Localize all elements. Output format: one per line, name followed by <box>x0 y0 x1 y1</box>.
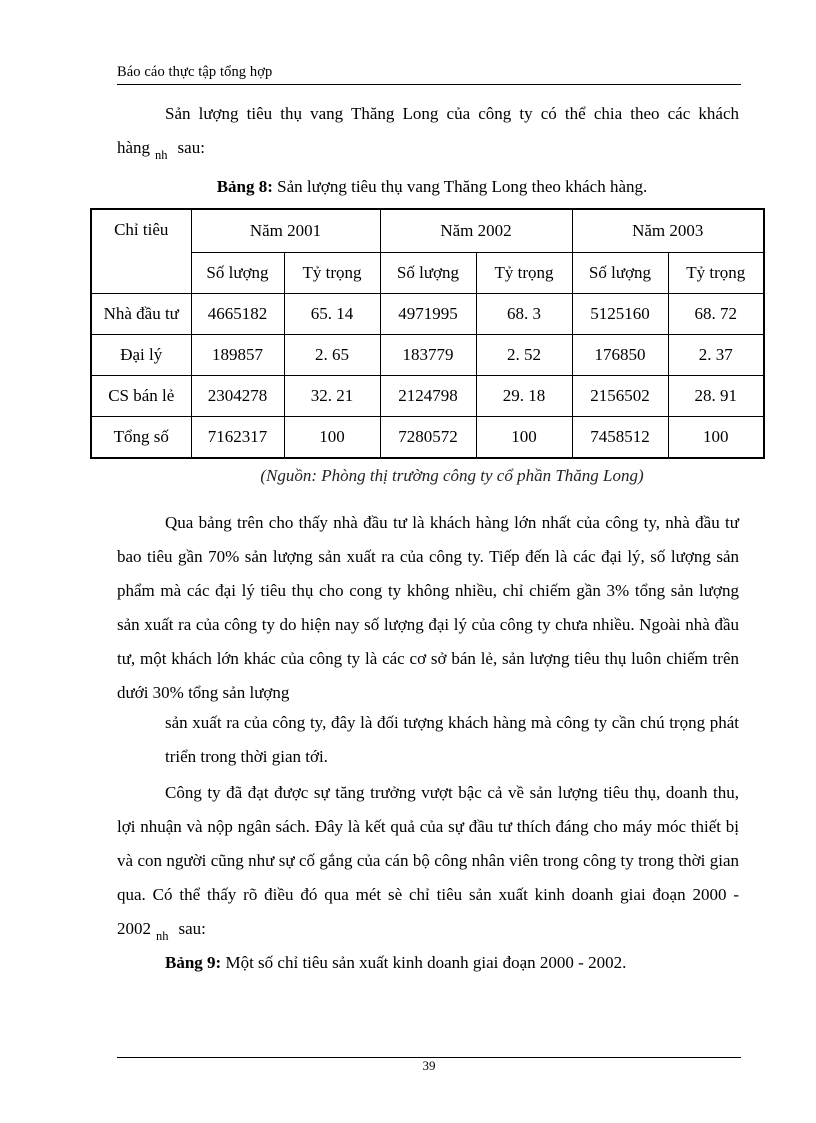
table-cell: 2304278 <box>191 376 284 417</box>
table9-caption-text: Một số chỉ tiêu sản xuất kinh doanh giai đoạn 2000 - 2002. <box>221 953 627 972</box>
table8-subheader-cell: Tỷ trọng <box>476 253 572 294</box>
analysis-paragraph <box>117 506 739 710</box>
table-cell: 100 <box>284 417 380 459</box>
table-cell: 68. 3 <box>476 294 572 335</box>
table-cell: 100 <box>668 417 764 459</box>
row-label: Đại lý <box>91 335 191 376</box>
table-row <box>91 335 764 376</box>
table-cell: 29. 18 <box>476 376 572 417</box>
table8-source: (Nguồn: Phòng thị trường công ty cổ phần Thăng Long) <box>260 466 644 485</box>
row-label: CS bán lẻ <box>91 376 191 417</box>
table-cell: 5125160 <box>572 294 668 335</box>
table-cell: 4665182 <box>191 294 284 335</box>
table8-header-row <box>91 209 764 253</box>
table8-subheader-cell: Tỷ trọng <box>284 253 380 294</box>
table-cell: 7458512 <box>572 417 668 459</box>
table-cell: 7280572 <box>380 417 476 459</box>
table-cell: 183779 <box>380 335 476 376</box>
table8-subheader-cell: Số lượng <box>572 253 668 294</box>
growth-text-end: sau: <box>178 919 206 938</box>
table-cell: 7162317 <box>191 417 284 459</box>
table-row <box>91 376 764 417</box>
table8 <box>90 208 765 459</box>
table8-year-2001: Năm 2001 <box>191 209 380 253</box>
table8-subheader-cell: Tỷ trọng <box>668 253 764 294</box>
running-header: Báo cáo thực tập tổng hợp <box>117 64 273 80</box>
table-cell: 28. 91 <box>668 376 764 417</box>
table8-caption-label: Bảng 8: <box>216 177 273 196</box>
table8-subheader-cell: Số lượng <box>380 253 476 294</box>
table-cell: 2124798 <box>380 376 476 417</box>
table8-header-first: Chỉ tiêu <box>91 209 191 294</box>
table-cell: 68. 72 <box>668 294 764 335</box>
intro-text: Sản lượng tiêu thụ vang Thăng Long của công ty có thể chia theo các khách hàng <box>117 104 739 157</box>
growth-text: Công ty đã đạt được sự tăng trưởng vượt bậc cả về sản lượng tiêu thụ, doanh thu, lợi nhuận và nộp ngân sách. Đây là kết quả của sự đầu tư thích đáng cho máy móc thiết bị và con người cũng như sự cố gắng của cán bộ công nhân viên trong công ty trong thời gian qua. Có thể thấy rõ điều đó qua mét sè chỉ tiêu sản xuất kinh doanh giai đoạn 2000 - 2002 <box>117 783 739 938</box>
table-row <box>91 417 764 459</box>
table8-caption-text: Sản lượng tiêu thụ vang Thăng Long theo khách hàng. <box>272 177 648 196</box>
header-rule <box>117 84 741 85</box>
table8-subheader-cell: Số lượng <box>191 253 284 294</box>
growth-paragraph <box>117 776 739 947</box>
table8-year-2003: Năm 2003 <box>572 209 764 253</box>
table-cell: 2156502 <box>572 376 668 417</box>
table-cell: 4971995 <box>380 294 476 335</box>
analysis-continuation: sản xuất ra của công ty, đây là đối tượng khách hàng mà công ty cần chú trọng phát triển trong thời gian tới. <box>165 713 739 766</box>
row-label: Tổng số <box>91 417 191 459</box>
growth-subscript: nh <box>156 929 169 943</box>
intro-subscript: nh <box>155 148 168 162</box>
table-row <box>91 294 764 335</box>
table-cell: 2. 37 <box>668 335 764 376</box>
table9-caption <box>117 950 741 976</box>
table-cell: 2. 52 <box>476 335 572 376</box>
table-cell: 65. 14 <box>284 294 380 335</box>
analysis-text: Qua bảng trên cho thấy nhà đầu tư là khách hàng lớn nhất của công ty, nhà đầu tư bao tiêu gần 70% sản lượng sản xuất ra của công ty. Tiếp đến là các đại lý, số lượng sản phẩm mà các đại lý tiêu thụ cho cong ty không nhiều, chỉ chiếm gần 3% tổng sản lượng sản xuất ra của công ty do hiện nay số lượng đại lý của công ty chưa nhiều. Ngoài nhà đầu tư, một khách lớn khác của công ty là các cơ sở bán lẻ, sản lượng tiêu thụ luôn chiếm trên dưới 30% tổng sản lượng <box>117 513 739 702</box>
table-cell: 176850 <box>572 335 668 376</box>
intro-paragraph <box>117 97 739 166</box>
table-cell: 189857 <box>191 335 284 376</box>
table-cell: 100 <box>476 417 572 459</box>
table9-caption-label: Bảng 9: <box>165 953 222 972</box>
table8-caption <box>120 174 744 200</box>
table-cell: 32. 21 <box>284 376 380 417</box>
row-label: Nhà đầu tư <box>91 294 191 335</box>
table8-year-2002: Năm 2002 <box>380 209 572 253</box>
table-cell: 2. 65 <box>284 335 380 376</box>
table8-subheader-row <box>91 253 764 294</box>
intro-text-end: sau: <box>177 138 205 157</box>
page-number: 39 <box>422 1058 436 1073</box>
